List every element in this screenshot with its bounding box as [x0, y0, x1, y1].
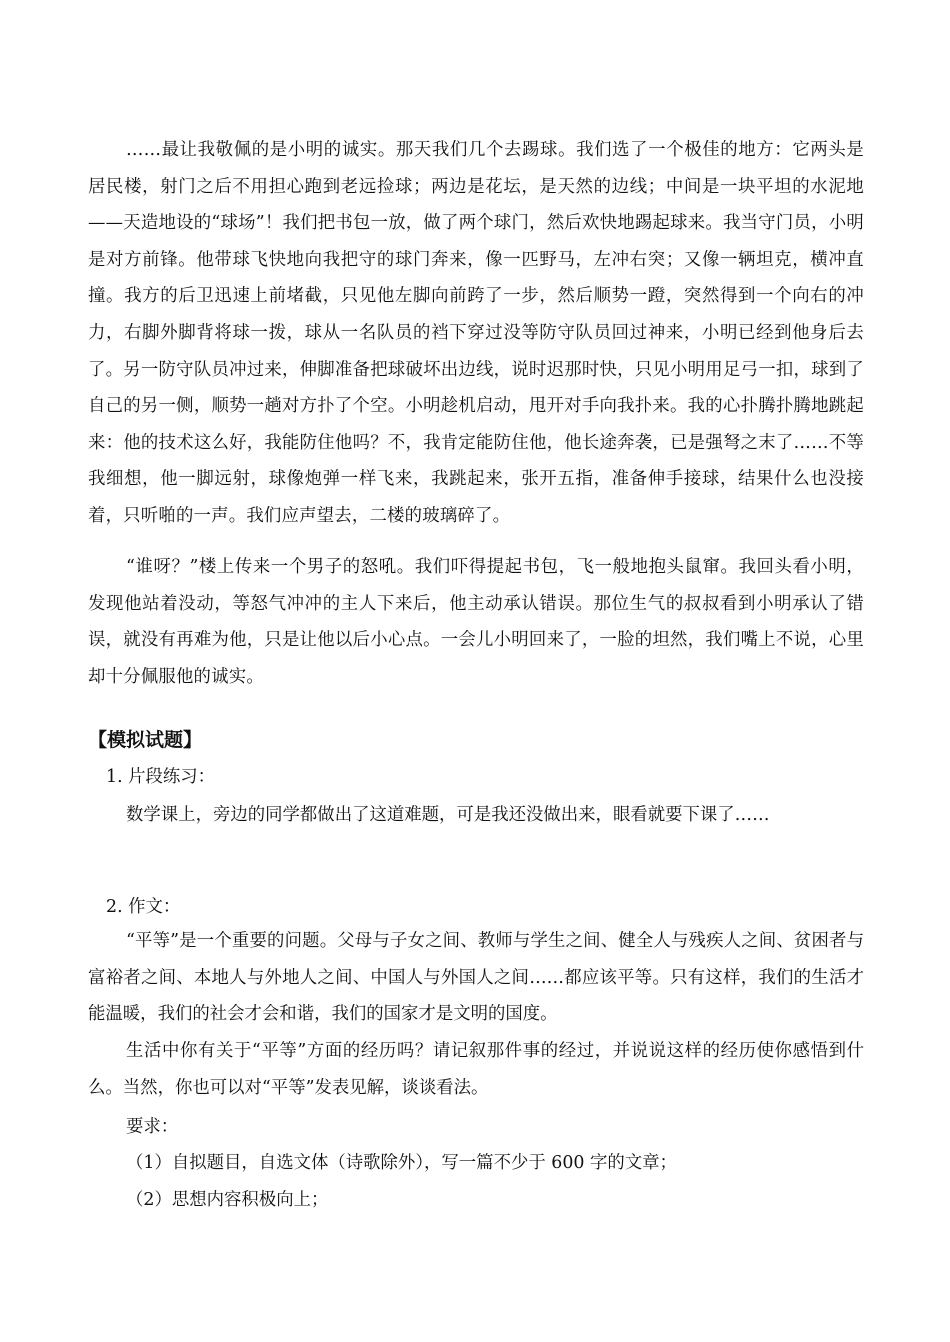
section-heading: 【模拟试题】: [88, 729, 203, 751]
question-1-label: 1. 片段练习：: [106, 767, 216, 787]
passage-paragraph-2: “谁呀？”楼上传来一个男子的怒吼。我们吓得提起书包，飞一般地抱头鼠窜。我回头看小明，发现他站着没动，等怒气冲冲的主人下来后，他主动承认错误。那位生气的叔叔看到小明承认了错误，就没有再难为他，只是让他以后小心点。一会儿小明回来了，一脸的坦然，我们嘴上不说，心里却十分佩服他的诚实。: [88, 557, 864, 687]
question-2-paragraph-2: 生活中你有关于“平等”方面的经历吗？请记叙那件事的经过，并说说这样的经历使你感悟到什么。当然，你也可以对“平等”发表见解，谈谈看法。: [88, 1041, 864, 1098]
requirements-label: 要求：: [126, 1117, 179, 1137]
question-1-prompt: 数学课上，旁边的同学都做出了这道难题，可是我还没做出来，眼看就要下课了……: [126, 805, 770, 825]
question-2-label: 2. 作文：: [106, 897, 181, 917]
question-2-paragraph-1: “平等”是一个重要的问题。父母与子女之间、教师与学生之间、健全人与残疾人之间、贫困者与富裕者之间、本地人与外地人之间、中国人与外国人之间……都应该平等。只有这样，我们的生活才能温暖，我们的社会才会和谐，我们的国家才是文明的国度。: [88, 931, 864, 1025]
passage-paragraph-1: ……最让我敬佩的是小明的诚实。那天我们几个去踢球。我们选了一个极佳的地方：它两头是居民楼，射门之后不用担心跑到老远捡球；两边是花坛，是天然的边线；中间是一块平坦的水泥地——天造地设的“球场”！我们把书包一放，做了两个球门，然后欢快地踢起球来。我当守门员，小明是对方前锋。他带球飞快地向我把守的球门奔来，像一匹野马，左冲右突；又像一辆坦克，横冲直撞。我方的后卫迅速上前堵截，只见他左脚向前跨了一步，然后顺势一蹬，突然得到一个向右的冲力，右脚外脚背将球一拨，球从一名队员的裆下穿过没等防守队员回过神来，小明已经到他身后去了。另一防守队员冲过来，伸脚准备把球破坏出边线，说时迟那时快，只见小明用足弓一扣，球到了自己的另一侧，顺势一趟对方扑了个空。小明趁机启动，甩开对手向我扑来。我的心扑腾扑腾地跳起来：他的技术这么好，我能防住他吗？不，我肯定能防住他，他长途奔袭，已是强弩之末了……不等我细想，他一脚远射，球像炮弹一样飞来，我跳起来，张开五指，准备伸手接球，结果什么也没接着，只听啪的一声。我们应声望去，二楼的玻璃碎了。: [88, 140, 864, 526]
requirement-item-1: （1）自拟题目，自选文体（诗歌除外），写一篇不少于 600 字的文章；: [126, 1153, 677, 1173]
requirement-item-2: （2）思想内容积极向上；: [126, 1190, 329, 1210]
